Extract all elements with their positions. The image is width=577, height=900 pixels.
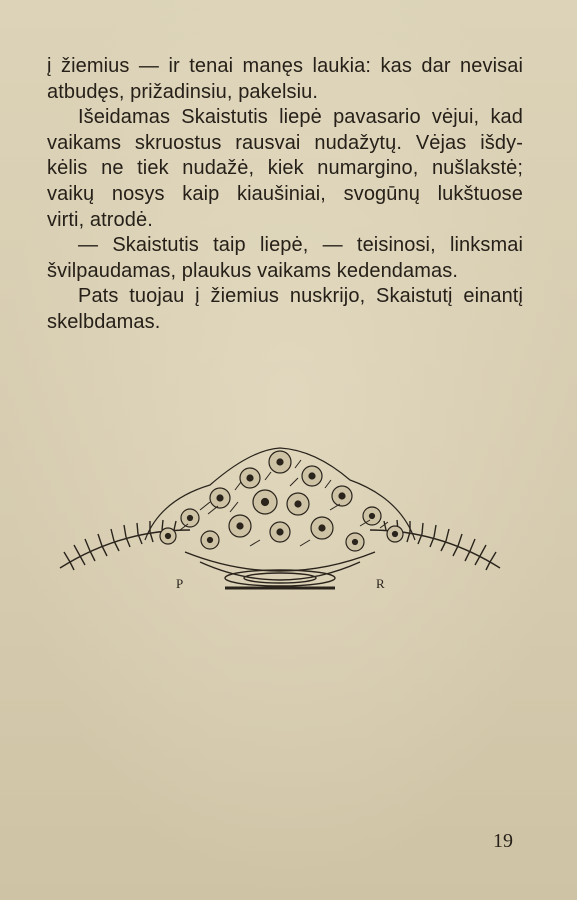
text-line-4: vaikams skruostus rausvai nudažytų. Vėjas išdy- xyxy=(47,131,523,154)
text-line-5: kėlis ne tiek nudažė, kiek numargino, nušlakstė; xyxy=(47,157,523,180)
text-line-6: vaikų nosys kaip kiaušiniai, svogūnų lukštuose xyxy=(47,182,523,205)
text-line-3: Išeidamas Skaistutis liepė pavasario vėjui, kad xyxy=(78,106,523,129)
text-line-2: atbudęs, prižadinsiu, pakelsiu. xyxy=(47,80,319,103)
page-number: 19 xyxy=(493,830,513,852)
text-line-10: Pats tuojau į žiemius nuskrijo, Skaistutį einantį xyxy=(78,285,523,308)
text-line-7: virti, atrodė. xyxy=(47,208,153,231)
text-line-11: skelbdamas. xyxy=(47,310,161,333)
monogram-right: R xyxy=(376,576,385,591)
flower-basket-vignette-icon xyxy=(50,440,510,600)
body-text xyxy=(47,54,523,336)
text-line-8: — Skaistutis taip liepė, — teisinosi, linksmai xyxy=(78,234,523,257)
text-line-1: į žiemius — ir tenai manęs laukia: kas dar nevisai xyxy=(47,55,523,77)
text-line-9: švilpaudamas, plaukus vaikams kedendamas. xyxy=(47,259,458,282)
monogram-left: P xyxy=(176,576,184,591)
